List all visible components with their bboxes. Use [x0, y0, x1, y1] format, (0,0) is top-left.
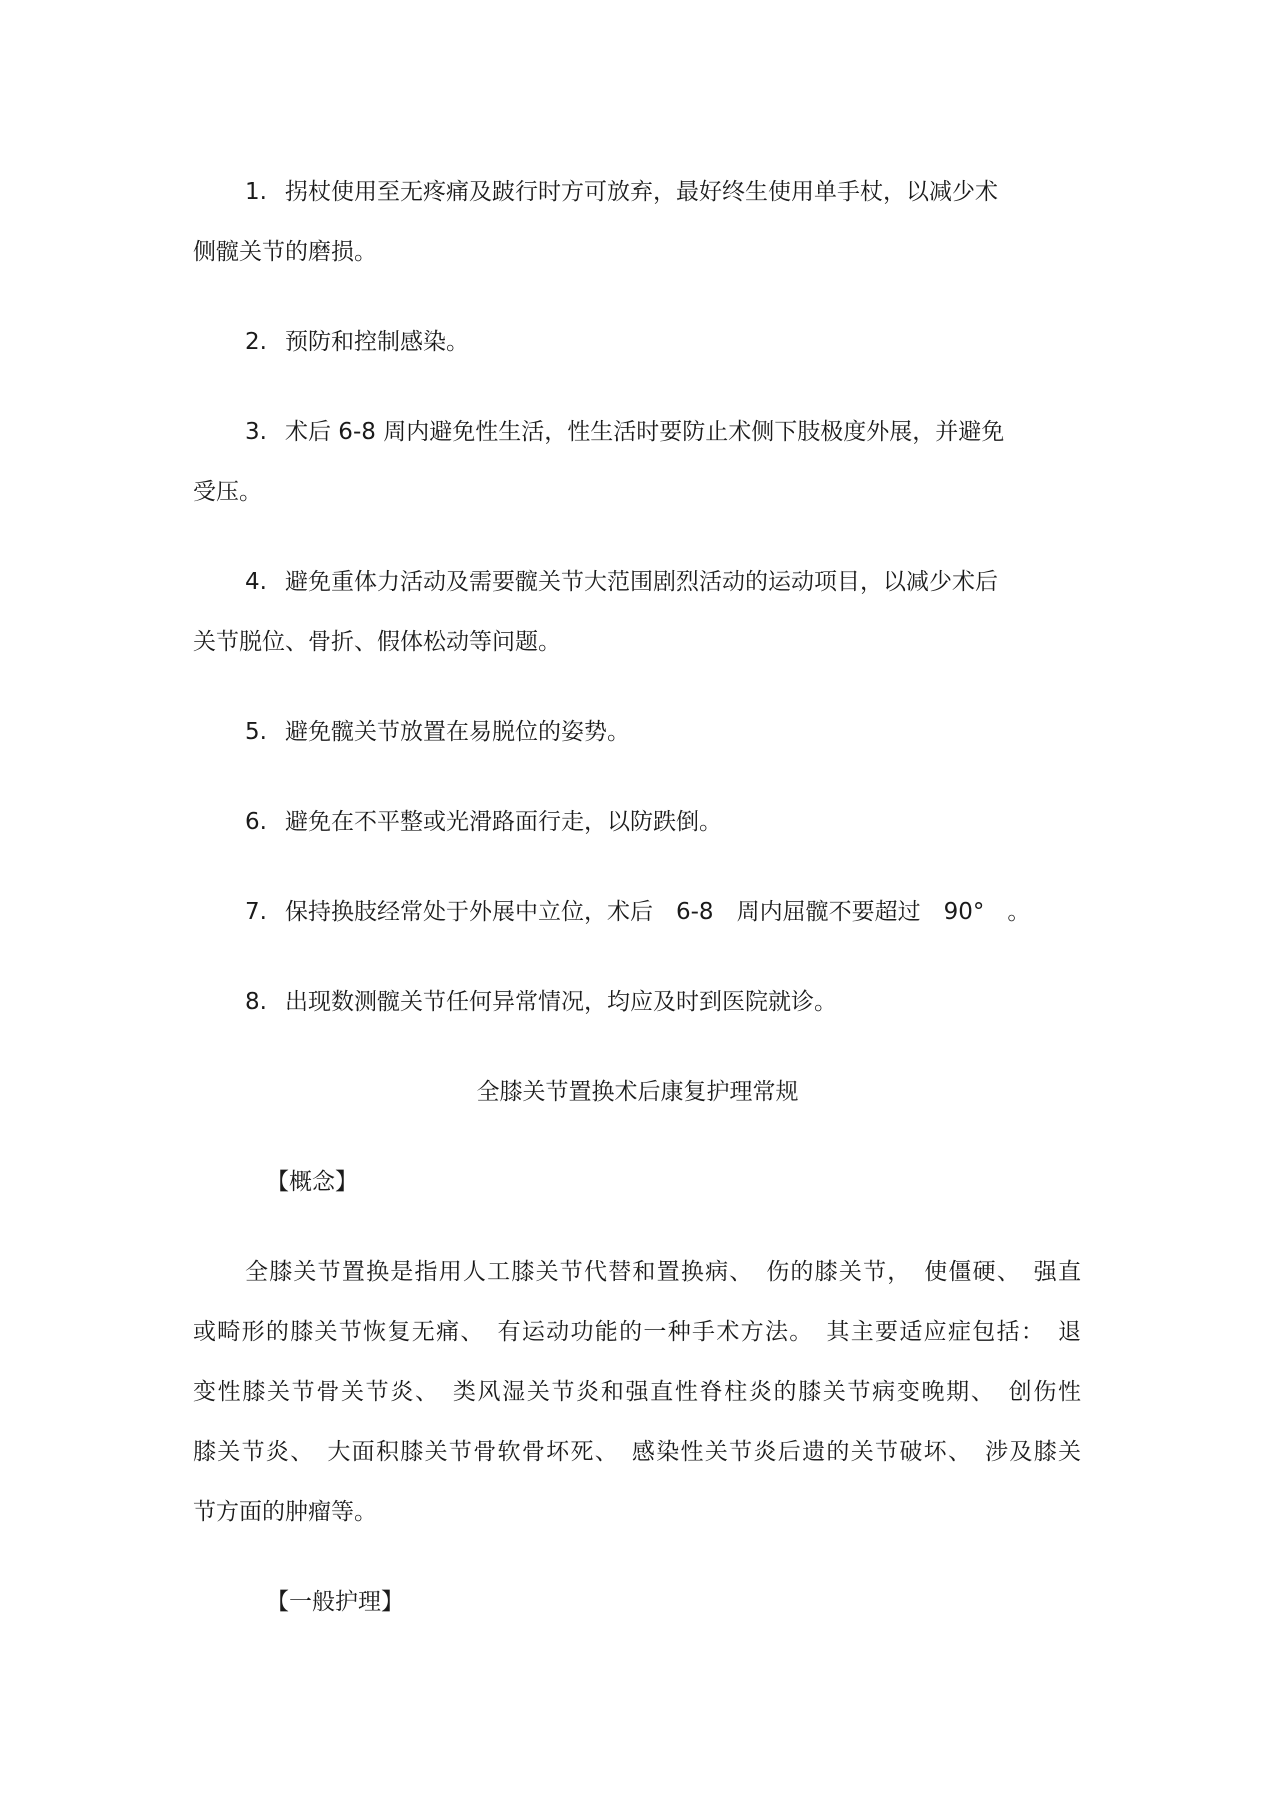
item-number: 1.	[245, 179, 267, 205]
item-text: 侧髋关节的磨损。	[193, 239, 377, 265]
item-text: 拐杖使用至无疼痛及跛行时方可放弃，最好终生使用单手杖，以减少术	[285, 179, 998, 205]
general-nursing-heading: 【一般护理】	[266, 1589, 404, 1615]
concept-paragraph-line: 节方面的肿瘤等。	[193, 1499, 377, 1525]
item-text: 术后 6-8 周内避免性生活，性生活时要防止术侧下肢极度外展，并避免	[285, 419, 1005, 445]
item-number: 5.	[245, 719, 267, 745]
item-text: 关节脱位、骨折、假体松动等问题。	[193, 629, 561, 655]
item-number: 3.	[245, 419, 267, 445]
list-item-2	[245, 328, 469, 356]
item-text: 避免在不平整或光滑路面行走，以防跌倒。	[285, 809, 722, 835]
list-item-1-continuation	[193, 238, 377, 266]
item-text: 避免髋关节放置在易脱位的姿势。	[285, 719, 630, 745]
item-text: 预防和控制感染。	[285, 329, 469, 355]
concept-paragraph-line: 变性膝关节骨关节炎、 类风湿关节炎和强直性脊柱炎的膝关节病变晚期、 创伤性	[193, 1379, 1081, 1405]
list-item-3	[245, 418, 1004, 446]
item-number: 8.	[245, 989, 267, 1015]
list-item-8	[245, 988, 837, 1016]
list-item-7	[245, 898, 1030, 926]
list-item-1	[245, 178, 998, 206]
concept-paragraph-line: 膝关节炎、 大面积膝关节骨软骨坏死、 感染性关节炎后遗的关节破坏、 涉及膝关	[193, 1439, 1081, 1465]
concept-paragraph-line: 或畸形的膝关节恢复无痛、 有运动功能的一种手术方法。 其主要适应症包括： 退	[193, 1319, 1081, 1345]
item-text: 避免重体力活动及需要髋关节大范围剧烈活动的运动项目，以减少术后	[285, 569, 998, 595]
list-item-6	[245, 808, 722, 836]
section-title: 全膝关节置换术后康复护理常规	[476, 1079, 799, 1105]
item-number: 2.	[245, 329, 267, 355]
item-number: 7.	[245, 899, 267, 925]
concept-paragraph-line: 全膝关节置换是指用人工膝关节代替和置换病、 伤的膝关节， 使僵硬、 强直	[245, 1259, 1081, 1285]
item-number: 6.	[245, 809, 267, 835]
list-item-5	[245, 718, 630, 746]
list-item-4-continuation	[193, 628, 561, 656]
item-text: 受压。	[193, 479, 262, 505]
list-item-3-continuation	[193, 478, 262, 506]
list-item-4	[245, 568, 998, 596]
item-text: 保持换肢经常处于外展中立位，术后 6-8 周内屈髋不要超过 90° 。	[285, 899, 1031, 925]
item-number: 4.	[245, 569, 267, 595]
concept-heading: 【概念】	[266, 1169, 358, 1195]
item-text: 出现数测髋关节任何异常情况，均应及时到医院就诊。	[285, 989, 837, 1015]
